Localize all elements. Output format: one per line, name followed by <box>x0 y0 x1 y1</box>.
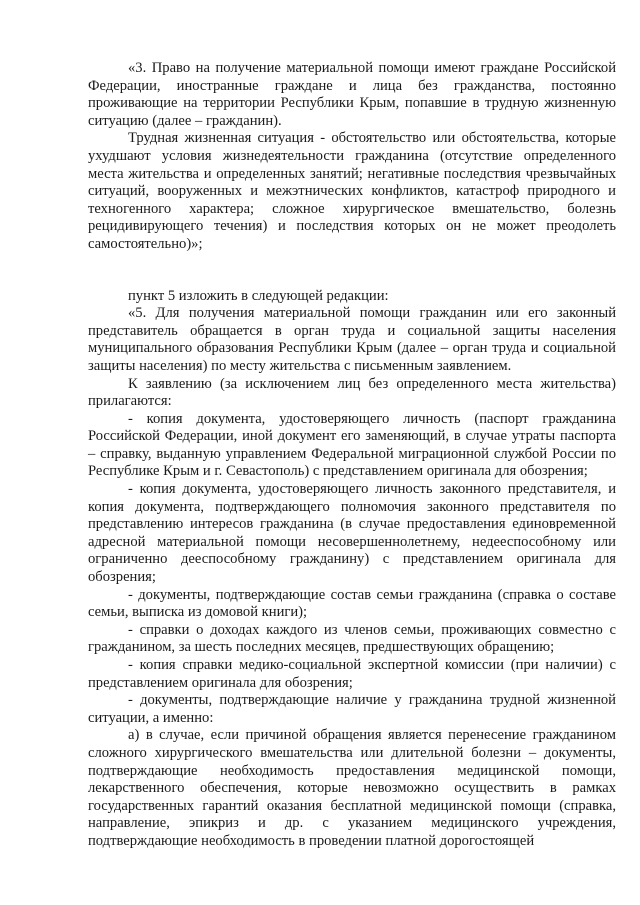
paragraph-point-5-intro: пункт 5 изложить в следующей редакции: <box>128 287 389 304</box>
paragraph-difficult-situation-definition: Трудная жизненная ситуация - обстоятельство или обстоятельства, которые ухудшают условия жизнедеятельности гражданина (отсутствие определенного места жительства и определенных занятий; негативные последствия чрезвычайных ситуаций, вооруженных и межэтнических конфликтов, катастроф природного и техногенного характера; сложное хирургическое вмешательство, болезнь рецидивирующего течения) и последствия которых он не может преодолеть самостоятельно)»; <box>88 130 616 252</box>
paragraph-attachments-intro: К заявлению (за исключением лиц без определенного места жительства) прилагаются: <box>88 375 616 410</box>
paragraph-right-to-aid: «3. Право на получение материальной помощи имеют граждане Российской Федерации, иностранные граждане и лица без гражданства, постоянно проживающие на территории Республики Крым, попавшие в трудную жизненную ситуацию (далее – гражданин). <box>88 60 616 129</box>
subitem-a-surgery-illness: а) в случае, если причиной обращения является перенесение гражданином сложного хирургического вмешательства или длительной болезни – документы, подтверждающие необходимость предоставления медицинской помощи, лекарственного обеспечения, которые невозможно осуществить в рамках государственных гарантий оказания бесплатной медицинской помощи (справка, направление, эпикриз и др. с указанием медицинского учреждения, подтверждающие необходимость в проведении платной дорогостоящей <box>88 727 616 849</box>
list-item-income-certificates: - справки о доходах каждого из членов семьи, проживающих совместно с гражданином, за шесть последних месяцев, предшествующих обращению; <box>88 621 616 656</box>
list-item-situation-documents: - документы, подтверждающие наличие у гражданина трудной жизненной ситуации, а именно: <box>88 692 616 726</box>
list-item-representative-document: - копия документа, удостоверяющего личность законного представителя, и копия документа, подтверждающего полномочия законного представителя по представлению интересов гражданина (в случае предоставления единовременной адресной материальной помощи несовершеннолетнему, недееспособному или ограниченно дееспособному гражданину) с представлением оригинала для обозрения; <box>88 481 616 586</box>
document-page <box>88 60 616 851</box>
paragraph-gap <box>88 254 616 288</box>
list-item-family-composition: - документы, подтверждающие состав семьи гражданина (справка о составе семьи, выписка из домовой книги); <box>88 586 616 621</box>
list-item-identity-document: - копия документа, удостоверяющего личность (паспорт гражданина Российской Федерации, иной документ его заменяющий, в случае утраты паспорта – справку, выданную управлением Федеральной миграционной службой России по Республике Крым и г. Севастополь) с представлением оригинала для обозрения; <box>88 410 616 480</box>
paragraph-point-5: «5. Для получения материальной помощи гражданин или его законный представитель обращается в орган труда и социальной защиты населения муниципального образования Республики Крым (далее – орган труда и социальной защиты населения) по месту жительства с письменным заявлением. <box>88 305 616 374</box>
list-item-medical-commission: - копия справки медико-социальной экспертной комиссии (при наличии) с представлением оригинала для обозрения; <box>88 657 616 691</box>
